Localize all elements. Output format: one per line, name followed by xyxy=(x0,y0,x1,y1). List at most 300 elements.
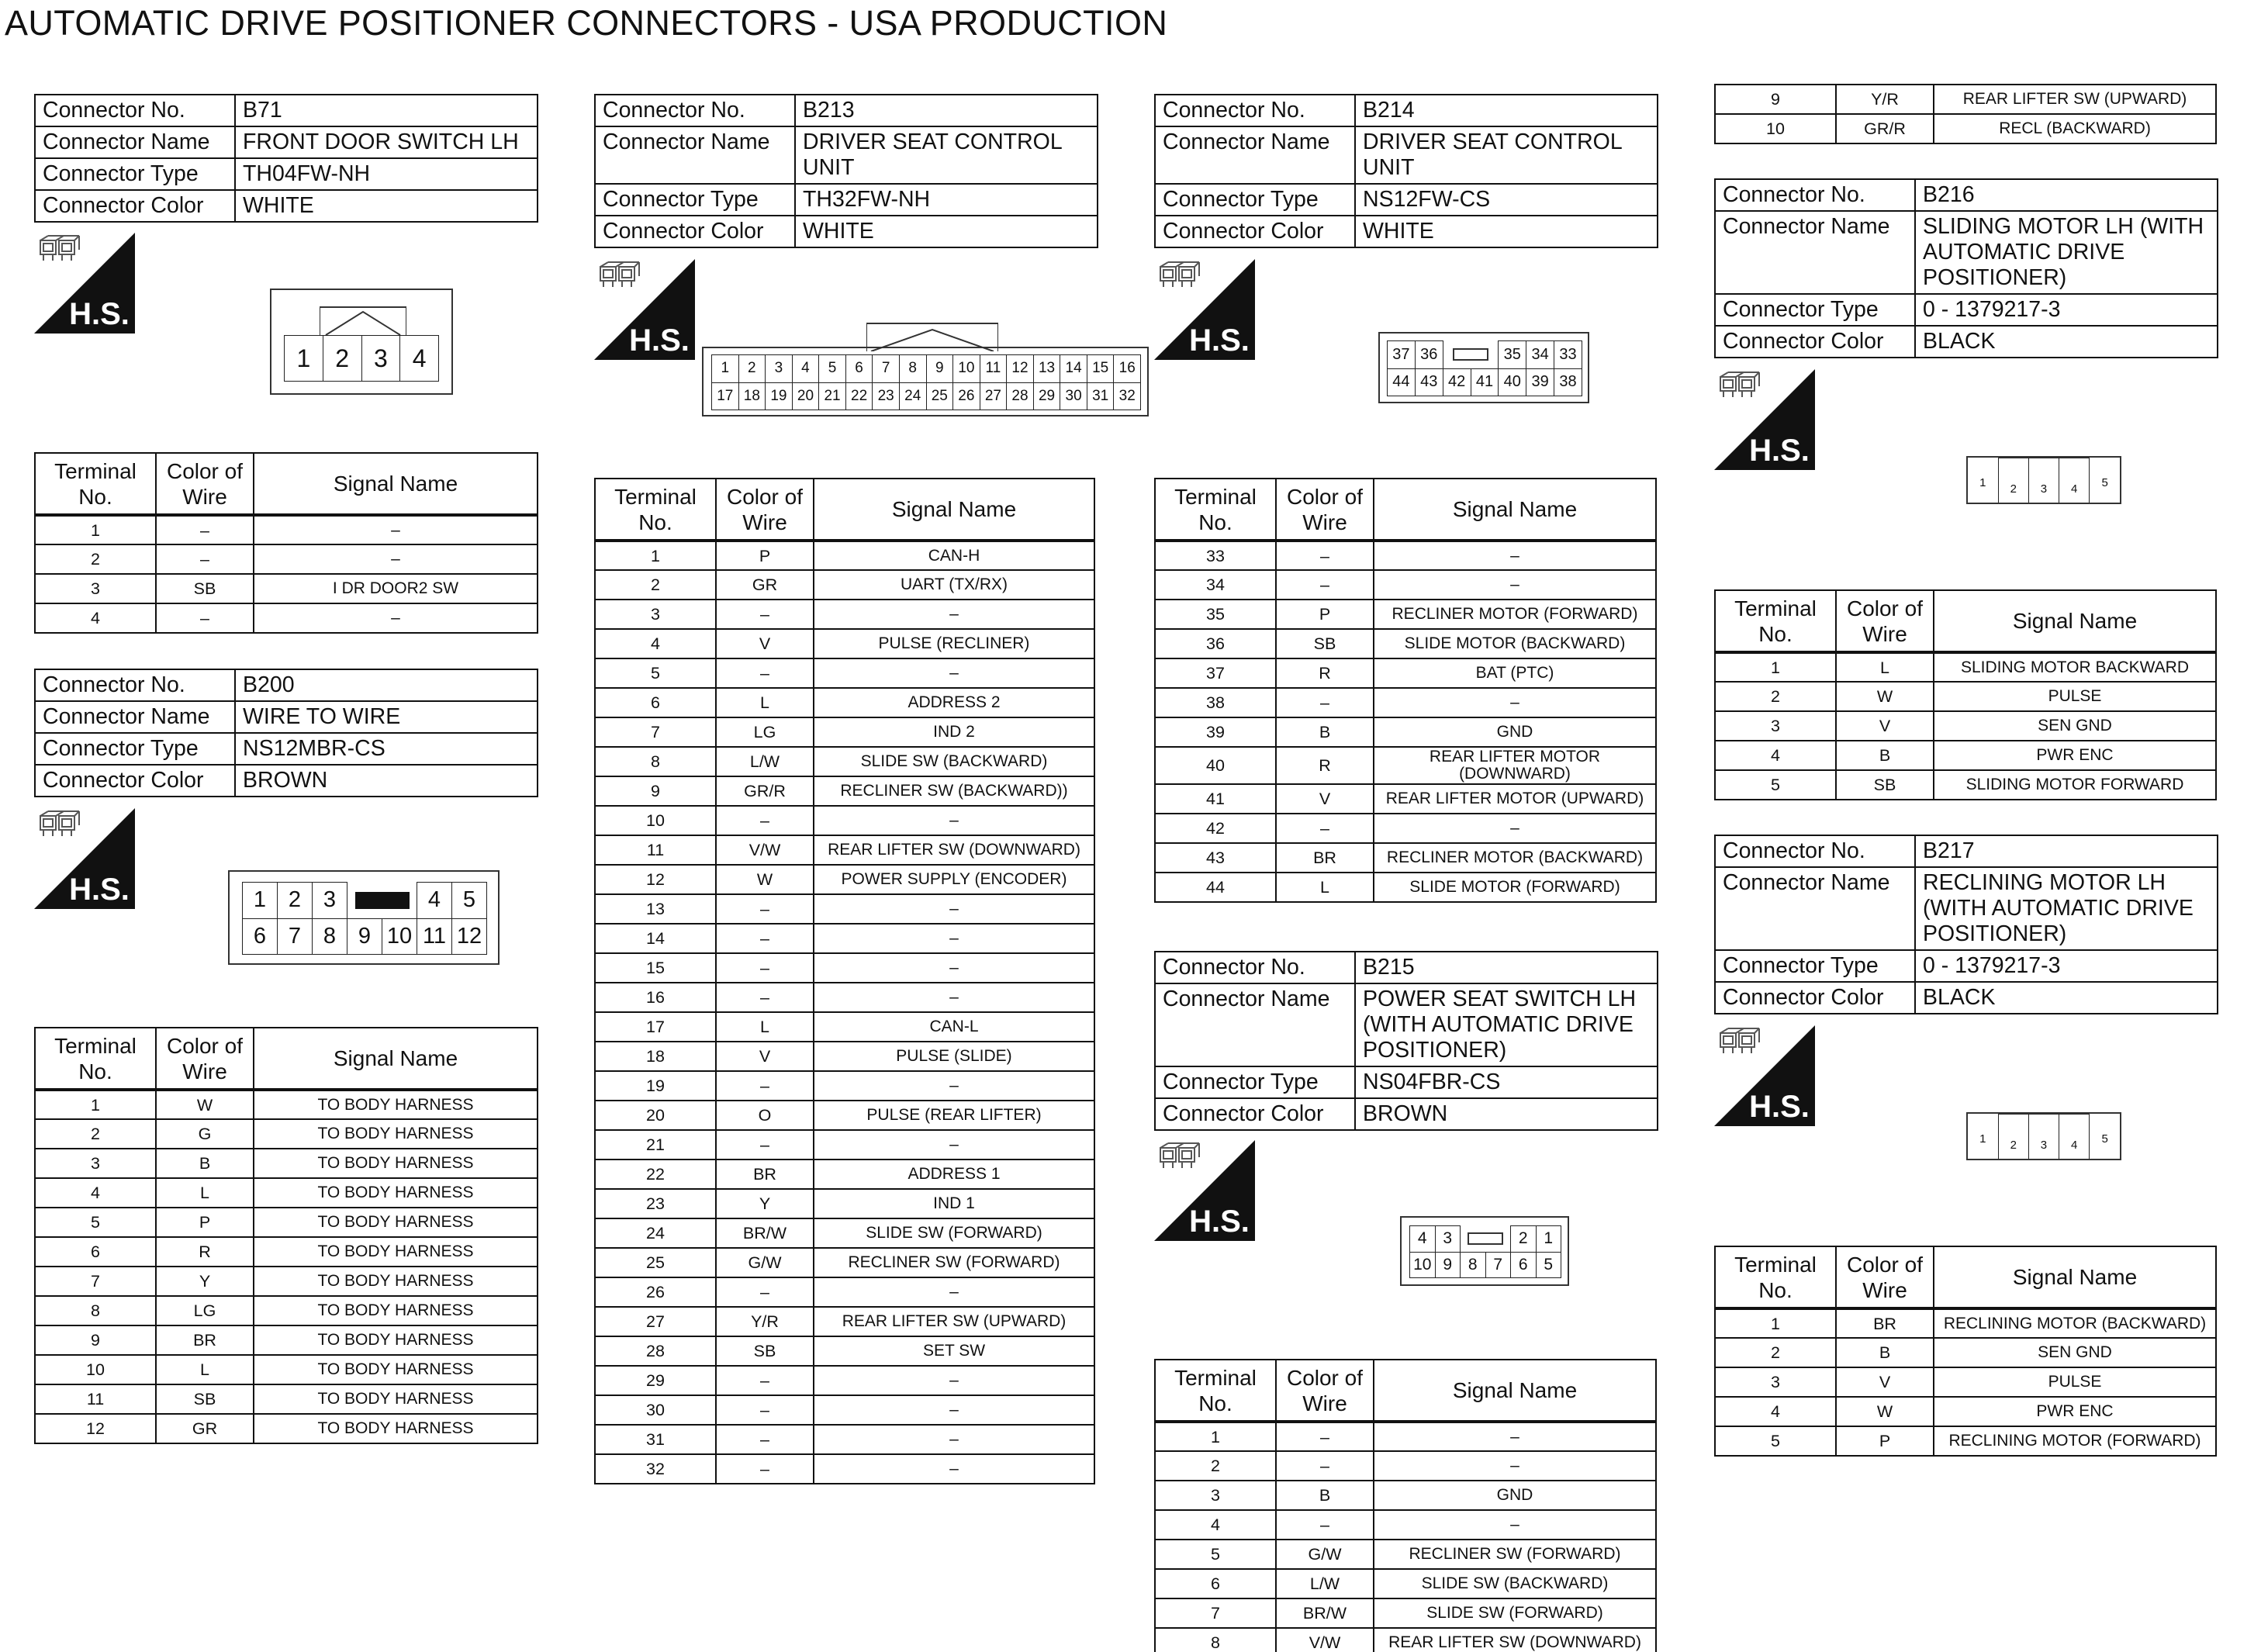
signal-name: RECLINER SW (FORWARD) xyxy=(814,1248,1094,1277)
pin-1: 1 xyxy=(285,336,323,382)
pin-33: 33 xyxy=(1554,341,1582,369)
connector-type: 0 - 1379217-3 xyxy=(1915,294,2218,326)
header-terminal-no: Terminal No. xyxy=(1155,1360,1276,1422)
wire-color: SB xyxy=(716,1336,814,1366)
pin-9: 9 xyxy=(926,355,953,383)
table-row xyxy=(595,1042,1094,1071)
connector-key xyxy=(1461,1226,1511,1253)
signal-table-b216 xyxy=(1714,589,2217,800)
connector-color: BLACK xyxy=(1915,982,2218,1014)
terminal-no: 6 xyxy=(1155,1569,1276,1598)
wire-color: W xyxy=(716,865,814,894)
table-row xyxy=(1715,682,2216,711)
signal-name: RECLINER SW (BACKWARD)) xyxy=(814,776,1094,806)
terminal-no: 2 xyxy=(1715,1338,1836,1367)
label-connector-no: Connector No. xyxy=(595,95,795,126)
table-row xyxy=(595,1395,1094,1425)
pin-10: 10 xyxy=(382,918,417,955)
table-row xyxy=(35,1119,538,1149)
wire-color: V xyxy=(1836,711,1934,741)
wire-color: B xyxy=(1276,1481,1374,1510)
terminal-no: 15 xyxy=(595,953,716,983)
signal-name: GND xyxy=(1374,1481,1656,1510)
pin-1: 1 xyxy=(1979,1132,1986,1146)
table-row xyxy=(595,806,1094,835)
signal-name: – xyxy=(814,1366,1094,1395)
pin-10: 10 xyxy=(1410,1252,1436,1278)
pin-1: 1 xyxy=(243,883,278,919)
signal-table-b217 xyxy=(1714,1246,2217,1457)
pin-5: 5 xyxy=(2101,1132,2108,1146)
label-connector-no: Connector No. xyxy=(1155,952,1355,983)
wire-color: – xyxy=(1276,1510,1374,1540)
table-row xyxy=(1155,600,1656,629)
terminal-no: 7 xyxy=(595,717,716,747)
connector-no: B217 xyxy=(1915,835,2218,867)
signal-name: REAR LIFTER SW (DOWNWARD) xyxy=(814,835,1094,865)
signal-name: – xyxy=(814,1277,1094,1307)
pin-11: 11 xyxy=(417,918,452,955)
header-signal-name: Signal Name xyxy=(1374,479,1656,541)
table-row xyxy=(1715,711,2216,741)
terminal-no: 3 xyxy=(595,600,716,629)
connector-name: DRIVER SEAT CONTROL UNIT xyxy=(1355,126,1658,184)
pin-9: 9 xyxy=(1435,1252,1461,1278)
pin-4: 4 xyxy=(417,883,452,919)
connector-face-b215 xyxy=(1400,1216,1569,1286)
table-row xyxy=(1155,747,1656,784)
wire-color: – xyxy=(716,953,814,983)
wire-color: G/W xyxy=(1276,1540,1374,1569)
signal-name: – xyxy=(1374,570,1656,600)
table-row xyxy=(595,924,1094,953)
terminal-no: 37 xyxy=(1155,658,1276,688)
table-row xyxy=(595,953,1094,983)
signal-name: SLIDE SW (BACKWARD) xyxy=(1374,1569,1656,1598)
wire-color: – xyxy=(1276,1422,1374,1451)
header-signal-name: Signal Name xyxy=(1934,590,2216,652)
wire-color: B xyxy=(1276,717,1374,747)
header-color-of-wire: Color of Wire xyxy=(1276,479,1374,541)
signal-name: TO BODY HARNESS xyxy=(254,1355,538,1384)
signal-name: REAR LIFTER SW (DOWNWARD) xyxy=(1374,1628,1656,1652)
wire-color: BR xyxy=(1836,1308,1934,1338)
terminal-no: 2 xyxy=(35,1119,156,1149)
terminal-no: 41 xyxy=(1155,784,1276,814)
terminal-no: 44 xyxy=(1155,873,1276,902)
connector-face-b217 xyxy=(1966,1112,2121,1160)
pin-7: 7 xyxy=(1485,1252,1511,1278)
label-connector-color: Connector Color xyxy=(1715,326,1915,358)
terminal-no: 9 xyxy=(1715,85,1836,114)
label-connector-type: Connector Type xyxy=(35,733,235,765)
pin-3: 3 xyxy=(313,883,347,919)
label-connector-name: Connector Name xyxy=(595,126,795,184)
signal-name: SLIDE SW (BACKWARD) xyxy=(814,747,1094,776)
signal-name: TO BODY HARNESS xyxy=(254,1178,538,1208)
hs-icon xyxy=(1714,369,1815,470)
signal-name: TO BODY HARNESS xyxy=(254,1384,538,1414)
label-connector-name: Connector Name xyxy=(1715,867,1915,950)
table-row xyxy=(1155,784,1656,814)
terminal-no: 13 xyxy=(595,894,716,924)
header-signal-name: Signal Name xyxy=(1374,1360,1656,1422)
signal-name: – xyxy=(814,894,1094,924)
table-row xyxy=(1155,570,1656,600)
terminal-no: 22 xyxy=(595,1160,716,1189)
terminal-no: 17 xyxy=(595,1012,716,1042)
pin-25: 25 xyxy=(926,382,953,410)
table-row xyxy=(1715,652,2216,682)
signal-name: TO BODY HARNESS xyxy=(254,1237,538,1267)
terminal-no: 5 xyxy=(595,658,716,688)
terminal-no: 4 xyxy=(35,1178,156,1208)
connector-name: DRIVER SEAT CONTROL UNIT xyxy=(795,126,1098,184)
table-row xyxy=(595,1160,1094,1189)
connector-face-b213 xyxy=(702,347,1149,416)
wire-color: – xyxy=(1276,541,1374,570)
pin-5: 5 xyxy=(819,355,846,383)
terminal-no: 6 xyxy=(35,1237,156,1267)
wire-color: GR/R xyxy=(716,776,814,806)
wire-color: W xyxy=(1836,682,1934,711)
header-signal-name: Signal Name xyxy=(254,453,538,515)
header-terminal-no: Terminal No. xyxy=(1155,479,1276,541)
terminal-no: 28 xyxy=(595,1336,716,1366)
terminal-no: 33 xyxy=(1155,541,1276,570)
signal-name: IND 2 xyxy=(814,717,1094,747)
header-color-of-wire: Color of Wire xyxy=(156,453,254,515)
pin-32: 32 xyxy=(1114,382,1141,410)
connector-no: B215 xyxy=(1355,952,1658,983)
wire-color: L xyxy=(156,1178,254,1208)
pin-10: 10 xyxy=(953,355,980,383)
signal-name: POWER SUPPLY (ENCODER) xyxy=(814,865,1094,894)
pin-8: 8 xyxy=(899,355,926,383)
signal-name: – xyxy=(814,1395,1094,1425)
signal-name: RECLINING MOTOR (FORWARD) xyxy=(1934,1426,2216,1456)
signal-name: – xyxy=(1374,688,1656,717)
label-connector-type: Connector Type xyxy=(595,184,795,216)
signal-name: – xyxy=(254,544,538,574)
connector-info-b216 xyxy=(1714,178,2218,358)
wire-color: – xyxy=(716,1395,814,1425)
signal-table-b215 xyxy=(1154,1359,1657,1652)
svg-text:H.S.: H.S. xyxy=(1749,1090,1810,1124)
signal-name: SLIDE SW (FORWARD) xyxy=(814,1218,1094,1248)
pin-35: 35 xyxy=(1499,341,1526,369)
wire-color: R xyxy=(1276,658,1374,688)
pin-3: 3 xyxy=(2028,458,2059,503)
label-connector-type: Connector Type xyxy=(1155,1066,1355,1098)
signal-name: PULSE xyxy=(1934,1367,2216,1397)
connector-info-b214 xyxy=(1154,94,1658,248)
terminal-no: 5 xyxy=(1715,770,1836,800)
table-row xyxy=(595,658,1094,688)
svg-text:H.S.: H.S. xyxy=(1189,323,1250,358)
label-connector-color: Connector Color xyxy=(1155,1098,1355,1130)
terminal-no: 3 xyxy=(35,1149,156,1178)
table-row xyxy=(35,1384,538,1414)
pin-12: 12 xyxy=(452,918,487,955)
header-terminal-no: Terminal No. xyxy=(35,1028,156,1090)
terminal-no: 20 xyxy=(595,1101,716,1130)
table-row xyxy=(595,1307,1094,1336)
pin-27: 27 xyxy=(980,382,1007,410)
terminal-no: 30 xyxy=(595,1395,716,1425)
table-row xyxy=(595,717,1094,747)
terminal-no: 3 xyxy=(1715,1367,1836,1397)
signal-name: REAR LIFTER SW (UPWARD) xyxy=(814,1307,1094,1336)
terminal-no: 23 xyxy=(595,1189,716,1218)
pin-29: 29 xyxy=(1033,382,1060,410)
pin-42: 42 xyxy=(1443,368,1471,396)
table-row xyxy=(1155,688,1656,717)
table-row xyxy=(1155,843,1656,873)
header-terminal-no: Terminal No. xyxy=(1715,1246,1836,1308)
wire-color: B xyxy=(156,1149,254,1178)
signal-name: CAN-L xyxy=(814,1012,1094,1042)
pin-1: 1 xyxy=(1536,1226,1561,1253)
pin-2: 2 xyxy=(323,336,361,382)
table-row xyxy=(35,574,538,603)
hs-icon xyxy=(34,808,135,909)
connector-face-b71 xyxy=(270,289,453,395)
table-row xyxy=(1715,1426,2216,1456)
terminal-no: 2 xyxy=(35,544,156,574)
pin-37: 37 xyxy=(1388,341,1416,369)
signal-name: TO BODY HARNESS xyxy=(254,1090,538,1119)
wire-color: O xyxy=(716,1101,814,1130)
wire-color: V xyxy=(1836,1367,1934,1397)
wire-color: R xyxy=(156,1237,254,1267)
table-row xyxy=(595,1189,1094,1218)
table-row xyxy=(1155,1481,1656,1510)
terminal-no: 2 xyxy=(1155,1451,1276,1481)
wire-color: P xyxy=(156,1208,254,1237)
terminal-no: 2 xyxy=(595,570,716,600)
wire-color: – xyxy=(1276,688,1374,717)
pin-16: 16 xyxy=(1114,355,1141,383)
connector-type: NS12MBR-CS xyxy=(235,733,538,765)
terminal-no: 4 xyxy=(1715,741,1836,770)
terminal-no: 38 xyxy=(1155,688,1276,717)
table-row xyxy=(1155,873,1656,902)
connector-name: SLIDING MOTOR LH (WITH AUTOMATIC DRIVE POSITIONER) xyxy=(1915,211,2218,294)
wire-color: G xyxy=(156,1119,254,1149)
pin-38: 38 xyxy=(1554,368,1582,396)
connector-color: BROWN xyxy=(235,765,538,797)
table-row xyxy=(595,1101,1094,1130)
connector-type: TH32FW-NH xyxy=(795,184,1098,216)
signal-name: GND xyxy=(1374,717,1656,747)
signal-name: – xyxy=(1374,814,1656,843)
wire-color: – xyxy=(716,924,814,953)
pin-39: 39 xyxy=(1526,368,1554,396)
table-row xyxy=(1715,1308,2216,1338)
connector-face-b214 xyxy=(1378,332,1589,403)
wire-color: – xyxy=(1276,814,1374,843)
table-row xyxy=(595,1218,1094,1248)
connector-name: FRONT DOOR SWITCH LH xyxy=(235,126,538,158)
wire-color: V xyxy=(716,629,814,658)
table-row xyxy=(35,1178,538,1208)
signal-name: REAR LIFTER MOTOR (DOWNWARD) xyxy=(1374,747,1656,784)
signal-name: SEN GND xyxy=(1934,1338,2216,1367)
label-connector-color: Connector Color xyxy=(1715,982,1915,1014)
label-connector-name: Connector Name xyxy=(35,701,235,733)
terminal-no: 14 xyxy=(595,924,716,953)
connector-info-b217 xyxy=(1714,835,2218,1014)
pin-2: 2 xyxy=(1511,1226,1537,1253)
table-row xyxy=(35,603,538,633)
signal-name: RECLINER MOTOR (BACKWARD) xyxy=(1374,843,1656,873)
terminal-no: 10 xyxy=(1715,114,1836,143)
label-connector-color: Connector Color xyxy=(35,190,235,222)
connector-info-b71 xyxy=(34,94,538,223)
pin-2: 2 xyxy=(738,355,766,383)
label-connector-no: Connector No. xyxy=(1155,95,1355,126)
pin-13: 13 xyxy=(1033,355,1060,383)
pin-12: 12 xyxy=(1007,355,1034,383)
terminal-no: 3 xyxy=(35,574,156,603)
connector-color: WHITE xyxy=(795,216,1098,247)
hs-icon xyxy=(1154,259,1255,360)
table-row xyxy=(595,776,1094,806)
wire-color: BR xyxy=(716,1160,814,1189)
label-connector-name: Connector Name xyxy=(1155,126,1355,184)
pin-21: 21 xyxy=(819,382,846,410)
signal-name: – xyxy=(814,924,1094,953)
signal-table-b214 xyxy=(1154,478,1657,903)
terminal-no: 5 xyxy=(1155,1540,1276,1569)
connector-type: TH04FW-NH xyxy=(235,158,538,190)
terminal-no: 5 xyxy=(35,1208,156,1237)
signal-table-b71 xyxy=(34,452,538,634)
label-connector-name: Connector Name xyxy=(1155,983,1355,1066)
wire-color: – xyxy=(716,658,814,688)
table-row xyxy=(595,629,1094,658)
wire-color: BR/W xyxy=(716,1218,814,1248)
label-connector-name: Connector Name xyxy=(35,126,235,158)
wire-color: – xyxy=(156,544,254,574)
hs-icon xyxy=(594,259,695,360)
signal-name: RECLINING MOTOR (BACKWARD) xyxy=(1934,1308,2216,1338)
signal-name: – xyxy=(1374,541,1656,570)
header-terminal-no: Terminal No. xyxy=(595,479,716,541)
table-row xyxy=(1715,741,2216,770)
table-row xyxy=(35,1090,538,1119)
wire-color: SB xyxy=(1836,770,1934,800)
wire-color: L xyxy=(1836,652,1934,682)
terminal-no: 2 xyxy=(1715,682,1836,711)
signal-name: – xyxy=(814,1071,1094,1101)
wire-color: BR/W xyxy=(1276,1598,1374,1628)
pin-3: 3 xyxy=(766,355,793,383)
table-row xyxy=(1155,629,1656,658)
table-row xyxy=(1155,1510,1656,1540)
signal-name: PULSE xyxy=(1934,682,2216,711)
pin-2: 2 xyxy=(1998,1115,2028,1160)
pin-36: 36 xyxy=(1415,341,1443,369)
terminal-no: 9 xyxy=(595,776,716,806)
table-row xyxy=(1155,1422,1656,1451)
table-row xyxy=(1155,541,1656,570)
connector-info-b213 xyxy=(594,94,1098,248)
signal-name: – xyxy=(814,953,1094,983)
terminal-no: 40 xyxy=(1155,747,1276,784)
pin-15: 15 xyxy=(1087,355,1114,383)
wire-color: Y/R xyxy=(716,1307,814,1336)
signal-name: TO BODY HARNESS xyxy=(254,1119,538,1149)
pin-31: 31 xyxy=(1087,382,1114,410)
pin-3: 3 xyxy=(1435,1226,1461,1253)
terminal-no: 34 xyxy=(1155,570,1276,600)
signal-name: SLIDE MOTOR (FORWARD) xyxy=(1374,873,1656,902)
wire-color: LG xyxy=(716,717,814,747)
table-row xyxy=(35,1325,538,1355)
wire-color: L xyxy=(716,1012,814,1042)
pin-19: 19 xyxy=(766,382,793,410)
pin-2: 2 xyxy=(278,883,313,919)
signal-name: SEN GND xyxy=(1934,711,2216,741)
pin-11: 11 xyxy=(980,355,1007,383)
connector-color: WHITE xyxy=(235,190,538,222)
wire-color: B xyxy=(1836,741,1934,770)
table-row xyxy=(595,894,1094,924)
table-row xyxy=(595,747,1094,776)
pin-3: 3 xyxy=(2028,1115,2059,1160)
signal-name: PWR ENC xyxy=(1934,1397,2216,1426)
table-row xyxy=(35,1208,538,1237)
pin-7: 7 xyxy=(278,918,313,955)
signal-name: BAT (PTC) xyxy=(1374,658,1656,688)
signal-name: PULSE (RECLINER) xyxy=(814,629,1094,658)
signal-name: TO BODY HARNESS xyxy=(254,1296,538,1325)
table-row xyxy=(1155,717,1656,747)
connector-no: B214 xyxy=(1355,95,1658,126)
table-row xyxy=(595,570,1094,600)
wire-color: V xyxy=(716,1042,814,1071)
table-row xyxy=(595,1012,1094,1042)
signal-name: SLIDING MOTOR BACKWARD xyxy=(1934,652,2216,682)
pin-4: 4 xyxy=(2059,458,2090,503)
terminal-no: 4 xyxy=(35,603,156,633)
wire-color: W xyxy=(1836,1397,1934,1426)
wire-color: L/W xyxy=(1276,1569,1374,1598)
terminal-no: 7 xyxy=(1155,1598,1276,1628)
signal-name: ADDRESS 1 xyxy=(814,1160,1094,1189)
terminal-no: 1 xyxy=(35,1090,156,1119)
table-row xyxy=(1155,1451,1656,1481)
wire-color: LG xyxy=(156,1296,254,1325)
terminal-no: 5 xyxy=(1715,1426,1836,1456)
signal-name: SLIDING MOTOR FORWARD xyxy=(1934,770,2216,800)
label-connector-color: Connector Color xyxy=(35,765,235,797)
signal-name: – xyxy=(814,1130,1094,1160)
connector-color: BROWN xyxy=(1355,1098,1658,1130)
table-row xyxy=(1715,1397,2216,1426)
signal-name: – xyxy=(814,600,1094,629)
page-title: AUTOMATIC DRIVE POSITIONER CONNECTORS - USA PRODUCTION xyxy=(5,3,1168,43)
terminal-no: 1 xyxy=(1715,1308,1836,1338)
signal-name: – xyxy=(1374,1510,1656,1540)
label-connector-type: Connector Type xyxy=(1155,184,1355,216)
pin-34: 34 xyxy=(1526,341,1554,369)
terminal-no: 29 xyxy=(595,1366,716,1395)
label-connector-color: Connector Color xyxy=(1155,216,1355,247)
pin-1: 1 xyxy=(712,355,739,383)
